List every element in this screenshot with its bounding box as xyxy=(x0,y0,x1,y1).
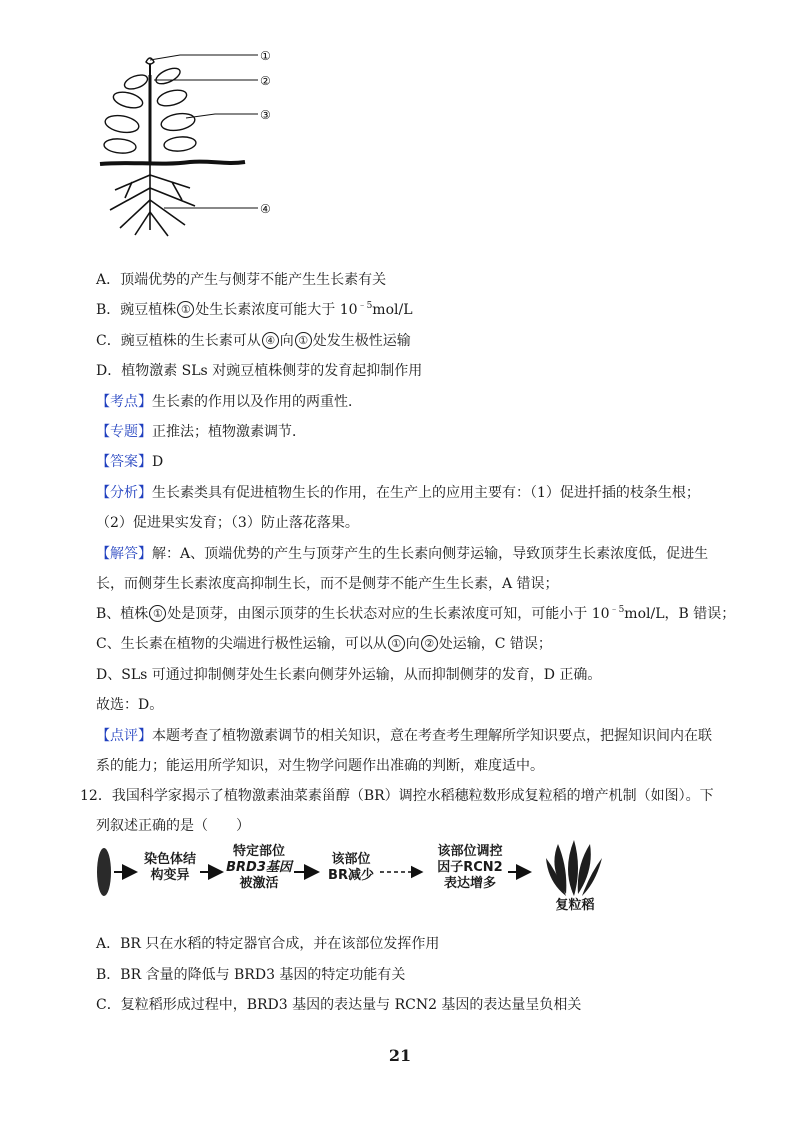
jieda-5: D、SLs 可通过抑制侧芽处生长素向侧芽外运输，从而抑制侧芽的发育，D 正确。 xyxy=(96,667,602,683)
q12-stem-1: 12．我国科学家揭示了植物激素油菜素甾醇（BR）调控水稻穗粒数形成复粒稻的增产机制（如图）。下 xyxy=(80,788,714,804)
jieda-6: 故选：D。 xyxy=(96,697,164,713)
compound-rice-icon xyxy=(546,840,602,896)
answer: 【答案】D xyxy=(96,454,164,470)
q12-flow-diagram xyxy=(96,838,656,918)
q12-option-a: A．BR 只在水稻的特定器官合成，并在该部位发挥作用 xyxy=(96,936,440,952)
label-1: ① xyxy=(260,49,271,63)
page-number: 21 xyxy=(388,1046,412,1065)
q11-option-c: C．豌豆植株的生长素可从 ④ 向 ① 处发生极性运输 xyxy=(96,333,411,349)
fenxi-2: （2）促进果实发育；（3）防止落花落果。 xyxy=(96,515,359,531)
roots xyxy=(110,164,195,236)
flow-end-label: 复粒稻 xyxy=(555,898,595,913)
label-2: ② xyxy=(260,74,271,88)
dianping-2: 系的能力；能运用所学知识，对生物学问题作出准确的判断，难度适中。 xyxy=(96,758,544,774)
ground-line xyxy=(100,162,245,164)
q12-option-b: B．BR 含量的降低与 BRD3 基因的特定功能有关 xyxy=(96,967,406,983)
fenxi-1: 【分析】生长素类具有促进植物生长的作用，在生产上的应用主要有：（1）促进扦插的枝条生根； xyxy=(96,485,700,501)
q11-option-b: B．豌豆植株 ① 处生长素浓度可能大于 $10^{﹣5}mol/L$ xyxy=(96,301,413,318)
jieda-4: C、生长素在植物的尖端进行极性运输，可以从 ① 向 ② 处运输，C 错误； xyxy=(96,636,552,652)
dianping-1: 【点评】本题考查了植物激素调节的相关知识，意在考查考生理解所学知识要点，把握知识间内在联 xyxy=(96,728,712,744)
rice-grain-icon xyxy=(97,848,111,896)
q12-option-c: C．复粒稻形成过程中，BRD3 基因的表达量与 RCN2 基因的表达量呈负相关 xyxy=(96,997,582,1013)
flow-box-3: 该部位 BR减少 xyxy=(328,852,374,883)
label-4: ④ xyxy=(260,202,271,216)
zhuanti: 【专题】正推法；植物激素调节． xyxy=(96,424,306,440)
flow-box-1: 染色体结 构变异 xyxy=(143,852,196,883)
flow-box-2: 特定部位 BRD3基因 被激活 xyxy=(226,844,292,891)
label-3: ③ xyxy=(260,108,271,122)
q11-option-d: D．植物激素 SLs 对豌豆植株侧芽的发育起抑制作用 xyxy=(96,363,423,379)
jieda-3: B、植株 ① 处是顶芽，由图示顶芽的生长状态对应的生长素浓度可知，可能小于 $10^{﹣5}mol/L$，B 错误； xyxy=(96,605,736,622)
pea-plant-figure xyxy=(90,40,390,240)
flow-box-4: 该部位调控 因子RCN2 表达增多 xyxy=(437,844,503,891)
q11-option-a: A．顶端优势的产生与侧芽不能产生生长素有关 xyxy=(96,272,387,288)
jieda-1: 【解答】解：A、顶端优势的产生与顶芽产生的生长素向侧芽运输，导致顶芽生长素浓度低，促进生 xyxy=(96,546,709,562)
q12-stem-2: 列叙述正确的是（ ） xyxy=(96,818,250,834)
kaodian: 【考点】生长素的作用以及作用的两重性． xyxy=(96,394,362,410)
jieda-2: 长，而侧芽生长素浓度高抑制生长，而不是侧芽不能产生生长素，A 错误； xyxy=(96,576,559,592)
